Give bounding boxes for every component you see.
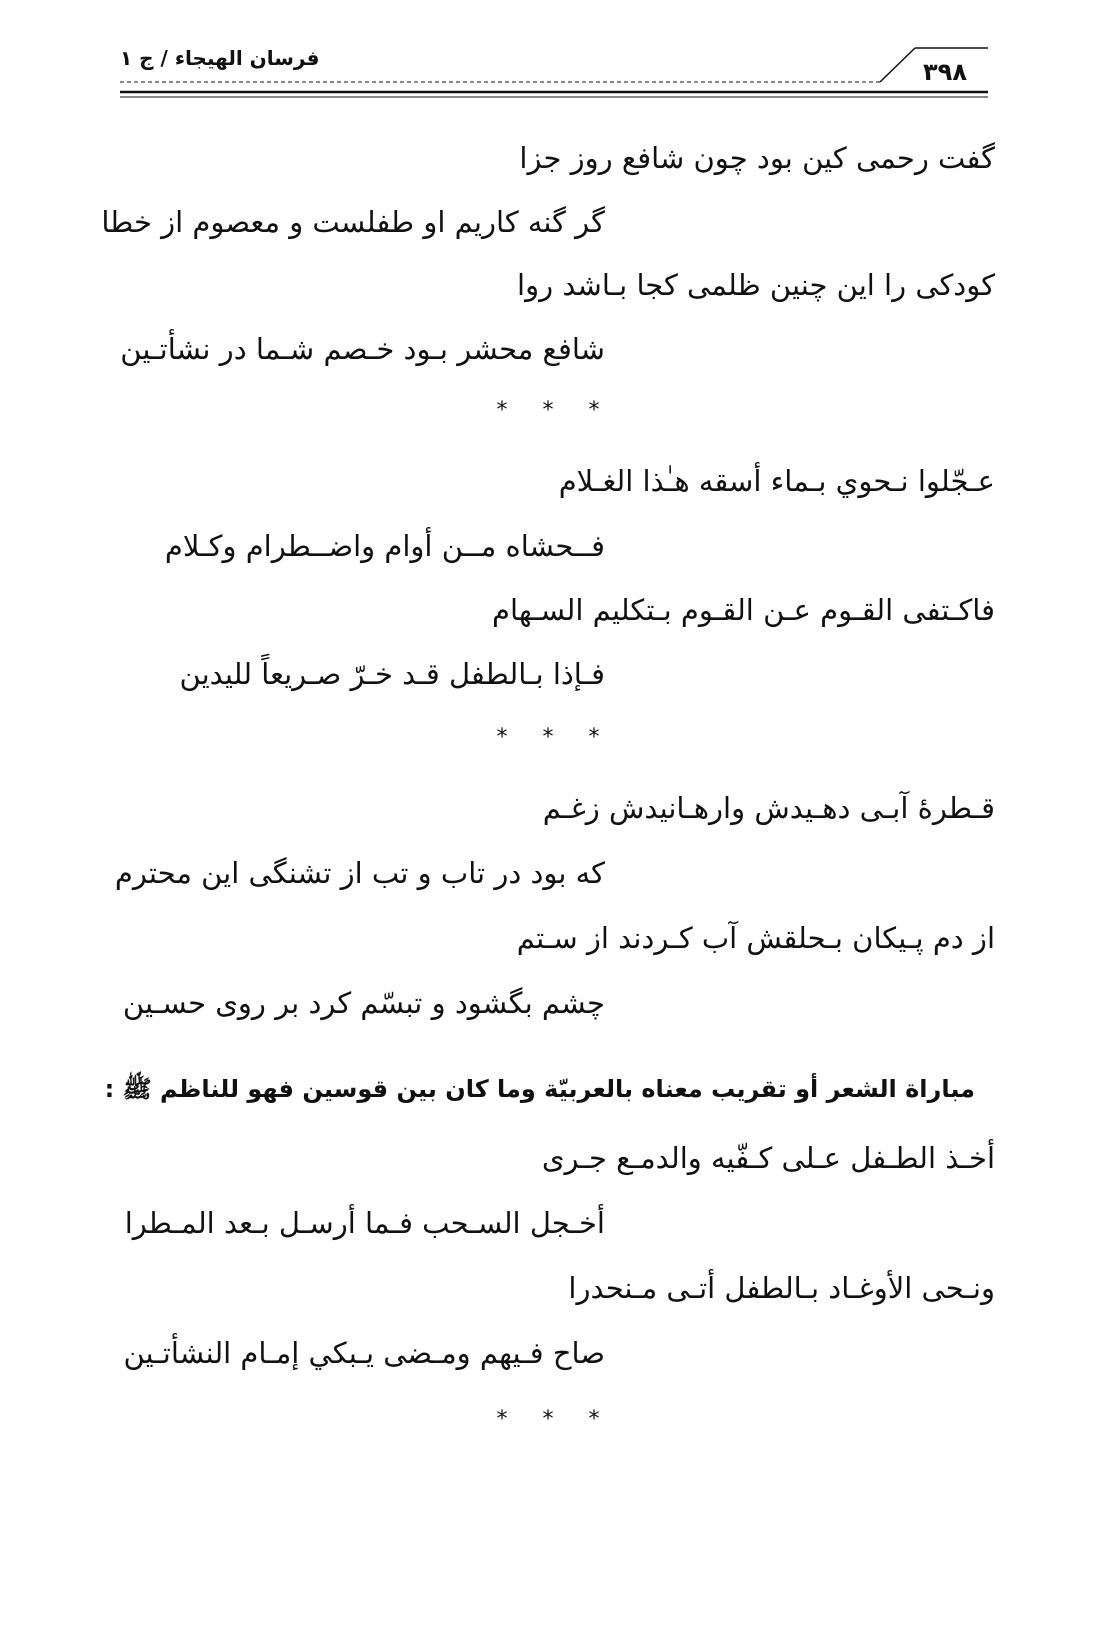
verse-line: صاح فـيهم ومـضى يـبكي إمـام النشأتـين bbox=[123, 1336, 605, 1370]
verse-line: عـجّلوا نـحوي بـماء أسقه هـٰذا الغـلام bbox=[558, 464, 995, 498]
verse-line: فــحشاه مــن أوام واضــطرام وكـلام bbox=[164, 529, 605, 563]
verse-line: أخـذ الطـفل عـلى كـفّيه والدمـع جـرى bbox=[541, 1141, 995, 1175]
stanza-divider: * * * bbox=[496, 725, 614, 750]
verse-line: فـإذا بـالطفل قـد خـرّ صـريعاً لليدين bbox=[179, 657, 605, 691]
page-number: ٣٩٨ bbox=[923, 58, 967, 86]
section-heading: مباراة الشعر أو تقريب معناه بالعربيّة وما كان بين قوسين فهو للناظم ﷺ : bbox=[104, 1075, 975, 1103]
verse-line: چشم بگشود و تبسّم کرد بر روی حسـین bbox=[122, 986, 605, 1020]
running-head: فرسان الهيجاء / ج ١ bbox=[120, 46, 320, 70]
verse-line: از دم پـیکان بـحلقش آب کـردند از سـتم bbox=[516, 921, 995, 955]
verse-line: قـطرۀ آبـی دهـیدش وارهـانیدش زغـم bbox=[542, 791, 995, 825]
stanza-divider: * * * bbox=[496, 398, 614, 423]
verse-line: که بود در تاب و تب از تشنگی این محترم bbox=[114, 856, 605, 890]
verse-line: گر گنه کاریم او طفلست و معصوم از خطا bbox=[101, 205, 605, 239]
verse-line: گفت رحمی کین بود چون شافع روز جزا bbox=[519, 141, 995, 175]
verse-line: أخـجل السـحب فـما أرسـل بـعد المـطرا bbox=[124, 1206, 605, 1240]
verse-line: فاكـتفى القـوم عـن القـوم بـتكليم السـهام bbox=[492, 593, 995, 627]
stanza-divider: * * * bbox=[496, 1407, 614, 1432]
verse-line: کودکی را این چنین ظلمی کجا بـاشد روا bbox=[517, 268, 995, 302]
verse-line: شافع محشر بـود خـصم شـما در نشأتـین bbox=[120, 332, 605, 366]
verse-line: ونـحى الأوغـاد بـالطفل أتـى مـنحدرا bbox=[568, 1271, 995, 1305]
